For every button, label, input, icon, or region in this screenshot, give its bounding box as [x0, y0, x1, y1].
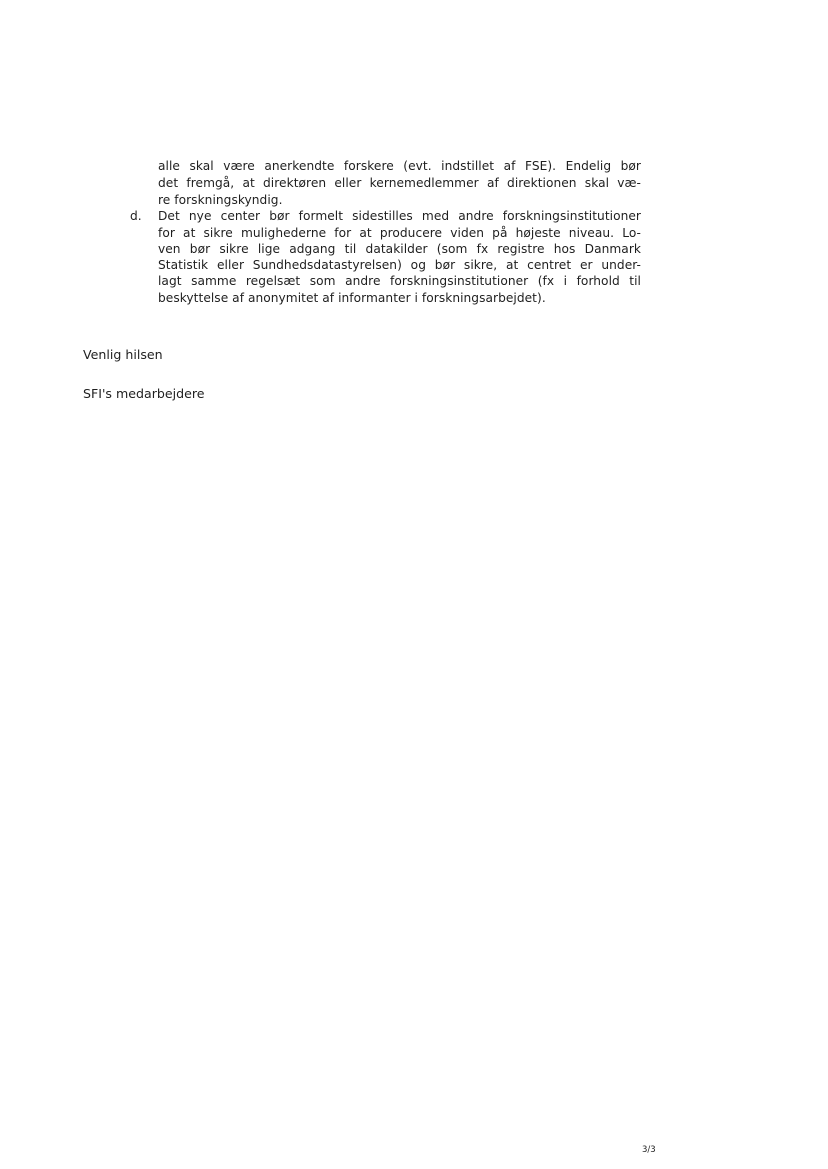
- paragraph-line: lagt samme regelsæt som andre forskningsinstitutioner (fx i forhold til: [158, 274, 641, 288]
- paragraph-line: re forskningskyndig.: [158, 193, 283, 207]
- signature: SFI's medarbejdere: [83, 386, 205, 401]
- page-number: 3/3: [642, 1145, 656, 1155]
- paragraph-line: Statistik eller Sundhedsdatastyrelsen) og bør sikre, at centret er under-: [158, 258, 641, 272]
- list-marker: d.: [130, 209, 142, 223]
- paragraph-line: ven bør sikre lige adgang til datakilder (som fx registre hos Danmark: [158, 242, 641, 256]
- paragraph-line: det fremgå, at direktøren eller kernemedlemmer af direktionen skal væ-: [158, 176, 641, 190]
- paragraph-line: Det nye center bør formelt sidestilles med andre forskningsinstitutioner: [158, 209, 641, 223]
- paragraph-line: beskyttelse af anonymitet af informanter i forskningsarbejdet).: [158, 291, 546, 305]
- closing-greeting: Venlig hilsen: [83, 347, 163, 362]
- paragraph-line: for at sikre mulighederne for at producere viden på højeste niveau. Lo-: [158, 226, 641, 240]
- paragraph-line: alle skal være anerkendte forskere (evt. indstillet af FSE). Endelig bør: [158, 159, 641, 173]
